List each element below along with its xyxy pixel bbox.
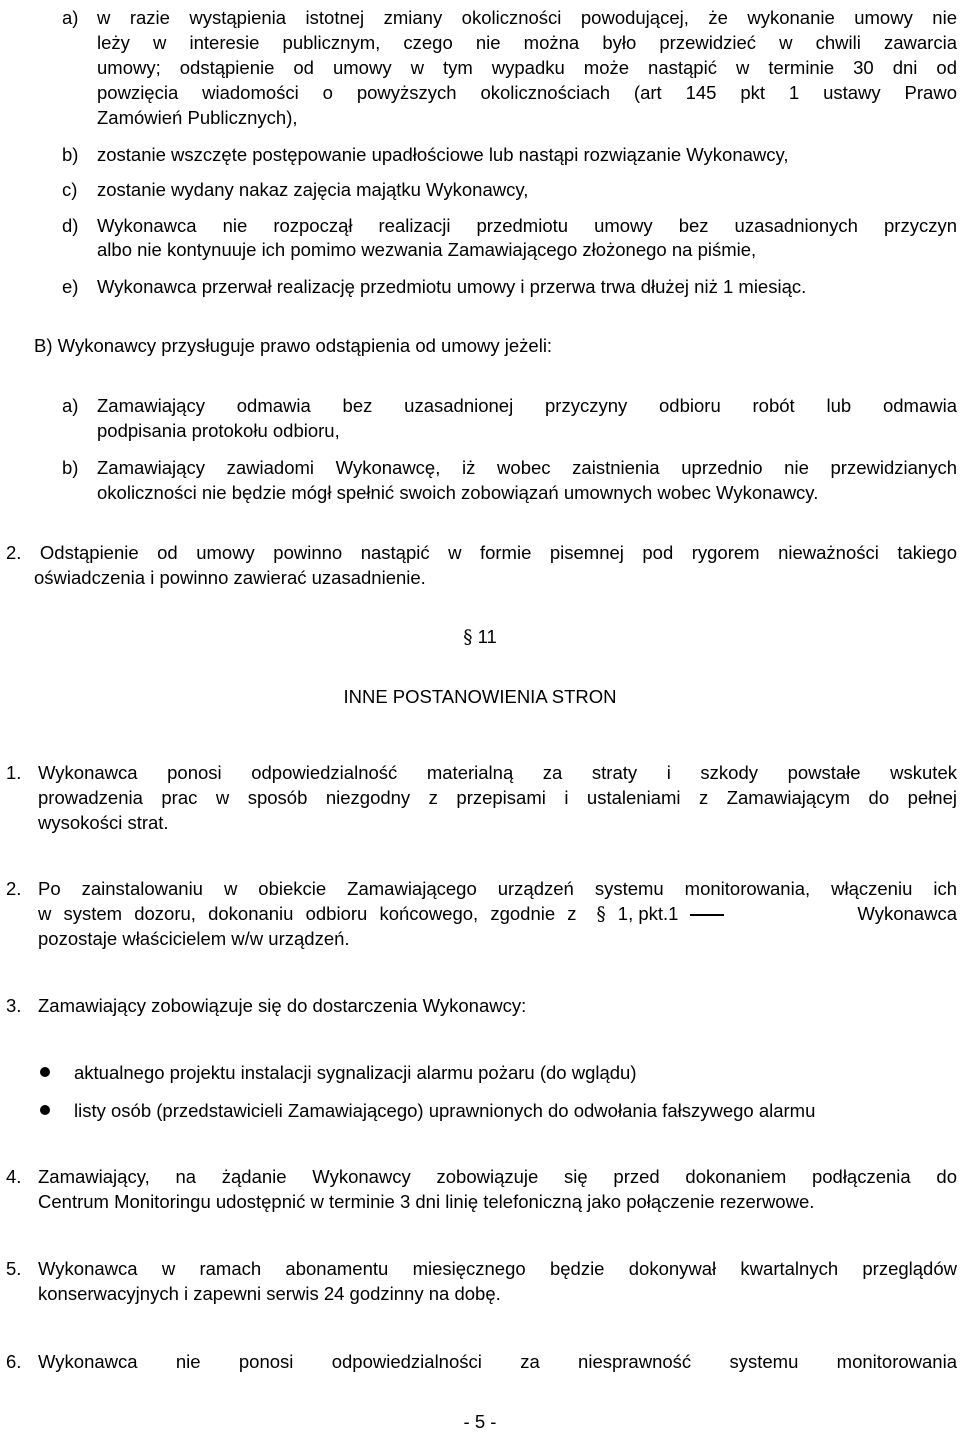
section-reference: 1, pkt.1 (617, 903, 679, 924)
dash-divider (690, 914, 724, 916)
list-label: b) (62, 457, 79, 478)
list-number: 5. (6, 1258, 22, 1279)
paragraph-text: Wykonawca w ramach abonamentu miesięcznego będzie dokonywał kwartalnych przeglądów (38, 1258, 957, 1279)
paragraph-text: Zamawiający, na żądanie Wykonawcy zobowiązuje się przed dokonaniem podłączenia do (38, 1166, 957, 1187)
paragraph-text: pozostaje właścicielem w/w urządzeń. (38, 928, 350, 949)
list-item-text: zostanie wszczęte postępowanie upadłościowe lub nastąpi rozwiązanie Wykonawcy, (97, 144, 789, 165)
list-item-text: Zamówień Publicznych), (97, 107, 298, 128)
list-label: c) (62, 179, 78, 200)
list-item-text: zostanie wydany nakaz zajęcia majątku Wykonawcy, (97, 179, 529, 200)
list-label: a) (62, 395, 79, 416)
paragraph-text: Zamawiający zobowiązuje się do dostarczenia Wykonawcy: (38, 995, 527, 1016)
list-item-text: Wykonawca nie rozpoczął realizacji przedmiotu umowy bez uzasadnionych przyczyn (97, 215, 957, 236)
list-label: b) (62, 144, 79, 165)
paragraph-text: Centrum Monitoringu udostępnić w terminie 3 dni linię telefoniczną jako połączenie rezerwowe. (38, 1191, 815, 1212)
list-number: 6. (6, 1351, 22, 1372)
list-item-text: leży w interesie publicznym, czego nie można było przewidzieć w chwili zawarcia (97, 32, 957, 53)
section-sign-icon: § (463, 627, 473, 648)
section-heading: B) Wykonawcy przysługuje prawo odstąpienia od umowy jeżeli: (34, 335, 553, 356)
section-title: INNE POSTANOWIENIA STRON (343, 686, 617, 707)
paragraph-text: Wykonawca ponosi odpowiedzialność materialną za straty i szkody powstałe wskutek (38, 762, 957, 783)
list-number: 3. (6, 995, 22, 1016)
list-label: a) (62, 7, 79, 28)
list-item-text: Wykonawca przerwał realizację przedmiotu umowy i przerwa trwa dłużej niż 1 miesiąc. (97, 276, 807, 297)
list-item-text: Zamawiający zawiadomi Wykonawcę, iż wobec zaistnienia uprzednio nie przewidzianych (97, 457, 957, 478)
list-item-text: w razie wystąpienia istotnej zmiany okoliczności powodującej, że wykonanie umowy nie (97, 7, 957, 28)
list-number: 2. (6, 878, 22, 899)
list-number: 1. (6, 762, 22, 783)
section-sign-icon: § (596, 904, 606, 925)
paragraph-text: prowadzenia prac w sposób niezgodny z przepisami i ustaleniami z Zamawiającym do pełnej (38, 787, 957, 808)
list-number: 4. (6, 1166, 22, 1187)
paragraph-text: oświadczenia i powinno zawierać uzasadnienie. (34, 567, 426, 588)
bullet-item-text: aktualnego projektu instalacji sygnalizacji alarmu pożaru (do wglądu) (74, 1062, 637, 1083)
bullet-icon (40, 1067, 50, 1077)
list-label: e) (62, 276, 79, 297)
list-item-text: podpisania protokołu odbioru, (97, 420, 340, 441)
bullet-icon (40, 1105, 50, 1115)
paragraph-text-line (38, 902, 957, 927)
paragraph-text: w system dozoru, dokonaniu odbioru końcowego, zgodnie z (38, 903, 577, 924)
page-number: - 5 - (463, 1411, 497, 1432)
paragraph-text: konserwacyjnych i zapewni serwis 24 godzinny na dobę. (38, 1283, 501, 1304)
section-number: § 11 (463, 626, 497, 648)
list-item-text: okoliczności nie będzie mógł spełnić swoich zobowiązań umownych wobec Wykonawcy. (97, 482, 819, 503)
list-item-text: Zamawiający odmawia bez uzasadnionej przyczyny odbioru robót lub odmawia (97, 395, 957, 416)
list-item-text: powzięcia wiadomości o powyższych okolicznościach (art 145 pkt 1 ustawy Prawo (97, 82, 957, 103)
paragraph-text: 2. Odstąpienie od umowy powinno nastąpić w formie pisemnej pod rygorem nieważności takiego (6, 542, 957, 563)
list-item-text: umowy; odstąpienie od umowy w tym wypadku może nastąpić w terminie 30 dni od (97, 57, 957, 78)
paragraph-text: Wykonawca nie ponosi odpowiedzialności za niesprawność systemu monitorowania (38, 1351, 957, 1372)
paragraph-text: Po zainstalowaniu w obiekcie Zamawiającego urządzeń systemu monitorowania, włączeniu ich (38, 878, 957, 899)
list-item-text: albo nie kontynuuje ich pomimo wezwania Zamawiającego złożonego na piśmie, (97, 239, 757, 260)
paragraph-text: wysokości strat. (38, 812, 169, 833)
paragraph-text: Wykonawca (857, 903, 957, 924)
bullet-item-text: listy osób (przedstawicieli Zamawiającego) uprawnionych do odwołania fałszywego alarmu (74, 1100, 816, 1121)
list-label: d) (62, 215, 79, 236)
